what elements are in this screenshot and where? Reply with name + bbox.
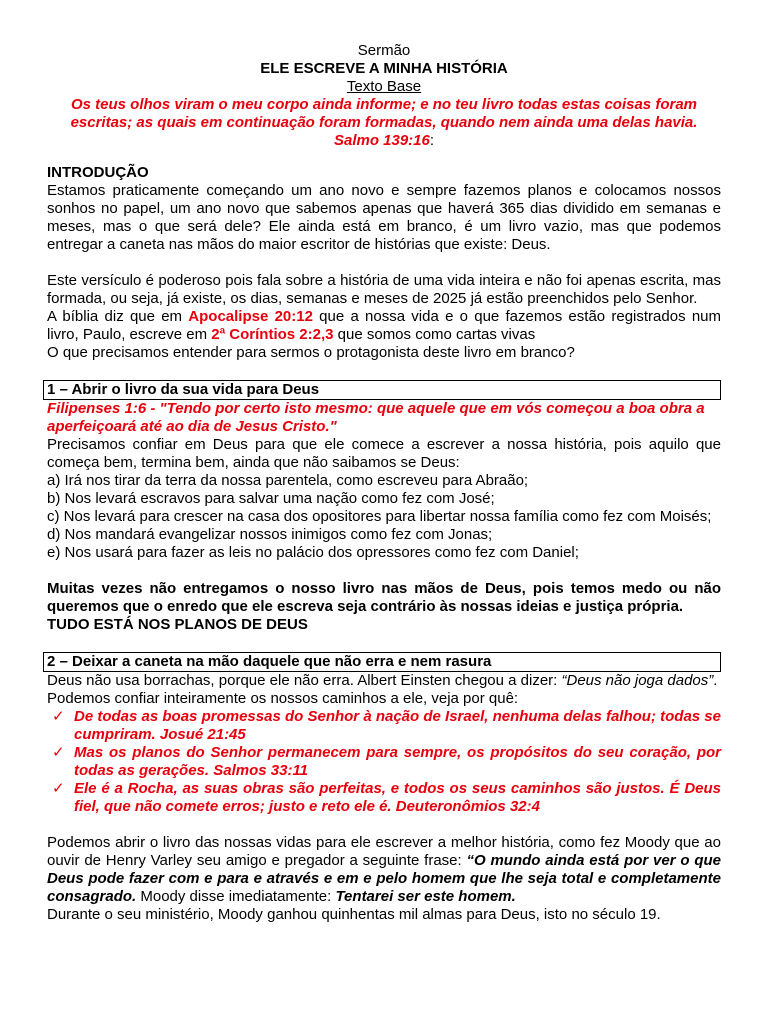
section-1-emphasis: TUDO ESTÁ NOS PLANOS DE DEUS: [47, 616, 308, 633]
section-2-paragraph-1: [47, 672, 721, 690]
base-verse-text: Os teus olhos viram o meu corpo ainda informe; e no teu livro todas estas coisas foram escritas; as quais em continuação foram formadas, quando nem ainda uma delas havia.: [70, 96, 698, 131]
section-2-p3-text-a: Podemos abrir o livro das nossas vidas para ele escrever a melhor história, como fez Moody que ao ouvir de Henry Varley seu amigo e pregador a seguinte frase:: [47, 834, 721, 869]
base-verse-ref: Salmo 139:16: [333, 132, 430, 149]
section-1-verse-text: - "Tendo por certo isto mesmo: que aquele que em vós começou a boa obra a aperfeiçoará até ao dia de Jesus Cristo.": [47, 400, 705, 435]
base-verse-suffix: :: [429, 132, 435, 149]
intro-heading: INTRODUÇÃO: [47, 164, 149, 181]
sermon-label: Sermão: [357, 42, 411, 59]
list-item: e) Nos usará para fazer as leis no palácio dos opressores como fez com Daniel;: [47, 544, 579, 561]
list-item: b) Nos levará escravos para salvar uma nação como fez com José;: [47, 490, 495, 507]
section-1-paragraph: Precisamos confiar em Deus para que ele comece a escrever a nossa história, pois aquilo que começa bem, termina bem, ainda que não saibamos se Deus:: [47, 436, 721, 471]
list-item: d) Nos mandará evangelizar nossos inimigos como fez com Jonas;: [47, 526, 493, 543]
intro-paragraph-1: Estamos praticamente começando um ano novo e sempre fazemos planos e colocamos nossos sonhos no papel, um ano novo que sabemos apenas que haverá 365 dias dividido em semanas e meses, mas o que será dele? Ele ainda está em branco, é um livro vazio, mas que podemos entregar a caneta nas mãos do maior escritor de histórias que existe: Deus.: [47, 182, 721, 253]
base-text-label: Texto Base: [346, 78, 422, 95]
section-2-p1-text-a: Deus não usa borrachas, porque ele não erra. Albert Einsten chegou a dizer:: [47, 672, 562, 689]
moody-quote: Tentarei ser este homem.: [335, 888, 516, 905]
intro-p3-text-c: que somos como cartas vivas: [333, 326, 536, 343]
promise-text: Mas os planos do Senhor permanecem para sempre, os propósitos do seu coração, por todas as gerações. Salmos 33:11: [74, 744, 721, 779]
list-item: [47, 708, 721, 744]
sermon-page: [47, 42, 721, 924]
check-mark-icon: ✓: [52, 780, 65, 797]
intro-paragraph-3: [47, 308, 721, 344]
intro-p3-text-b: que a nossa vida e o que fazemos estão registrados num livro, Paulo, escreve em: [47, 308, 721, 343]
einstein-quote: “Deus não joga dados”: [561, 672, 714, 689]
section-2-heading: 2 – Deixar a caneta na mão daquele que não erra e nem rasura: [43, 652, 721, 672]
list-item: a) Irá nos tirar da terra da nossa parentela, como escreveu para Abraão;: [47, 472, 529, 489]
section-1-verse-ref: Filipenses 1:6: [47, 400, 147, 417]
list-item: c) Nos levará para crescer na casa dos opositores para libertar nossa família como fez com Moisés;: [47, 508, 712, 525]
section-2-paragraph-4: Durante o seu ministério, Moody ganhou quinhentas mil almas para Deus, isto no século 19.: [47, 906, 661, 923]
section-2-p3-text-b: Moody disse imediatamente:: [136, 888, 336, 905]
section-1-verse: [47, 400, 721, 436]
list-item: [47, 744, 721, 780]
page-title: ELE ESCREVE A MINHA HISTÓRIA: [260, 60, 508, 77]
bible-ref-corintios: 2ª Coríntios 2:2,3: [211, 326, 334, 343]
section-1-bold-paragraph: Muitas vezes não entregamos o nosso livro nas mãos de Deus, pois temos medo ou não queremos que o enredo que ele escreva seja contrário às nossas ideias e justiça própria.: [47, 580, 721, 615]
promise-text: De todas as boas promessas do Senhor à nação de Israel, nenhuma delas falhou; todas se cumpriram. Josué 21:45: [74, 708, 721, 743]
section-2-paragraph-2: Podemos confiar inteiramente os nossos caminhos a ele, veja por quê:: [47, 690, 519, 707]
list-item: [47, 780, 721, 816]
check-mark-icon: ✓: [52, 744, 65, 761]
intro-paragraph-4: O que precisamos entender para sermos o protagonista deste livro em branco?: [47, 344, 575, 361]
bible-ref-apocalipse: Apocalipse 20:12: [188, 308, 313, 325]
varley-quote: “O mundo ainda está por ver o que Deus pode fazer com e para e através e em e pelo homem que lhe seja total e completamente consagrado.: [47, 852, 721, 905]
section-1-heading: 1 – Abrir o livro da sua vida para Deus: [43, 380, 721, 400]
section-2-paragraph-3: [47, 834, 721, 906]
base-verse: [47, 96, 721, 150]
section-2-p1-text-b: .: [713, 672, 718, 689]
check-mark-icon: ✓: [52, 708, 65, 725]
promise-text: Ele é a Rocha, as suas obras são perfeitas, e todos os seus caminhos são justos. É Deus fiel, que não comete erros; justo e reto ele é. Deuteronômios 32:4: [74, 780, 721, 815]
promise-list: [47, 708, 721, 816]
intro-paragraph-2: Este versículo é poderoso pois fala sobre a história de uma vida inteira e não foi apenas escrita, mas formada, ou seja, já existe, os dias, semanas e meses de 2025 já estão preenchidos pelo Senhor.: [47, 272, 721, 307]
intro-p3-text-a: A bíblia diz que em: [47, 308, 189, 325]
base-text-heading: [47, 78, 721, 96]
